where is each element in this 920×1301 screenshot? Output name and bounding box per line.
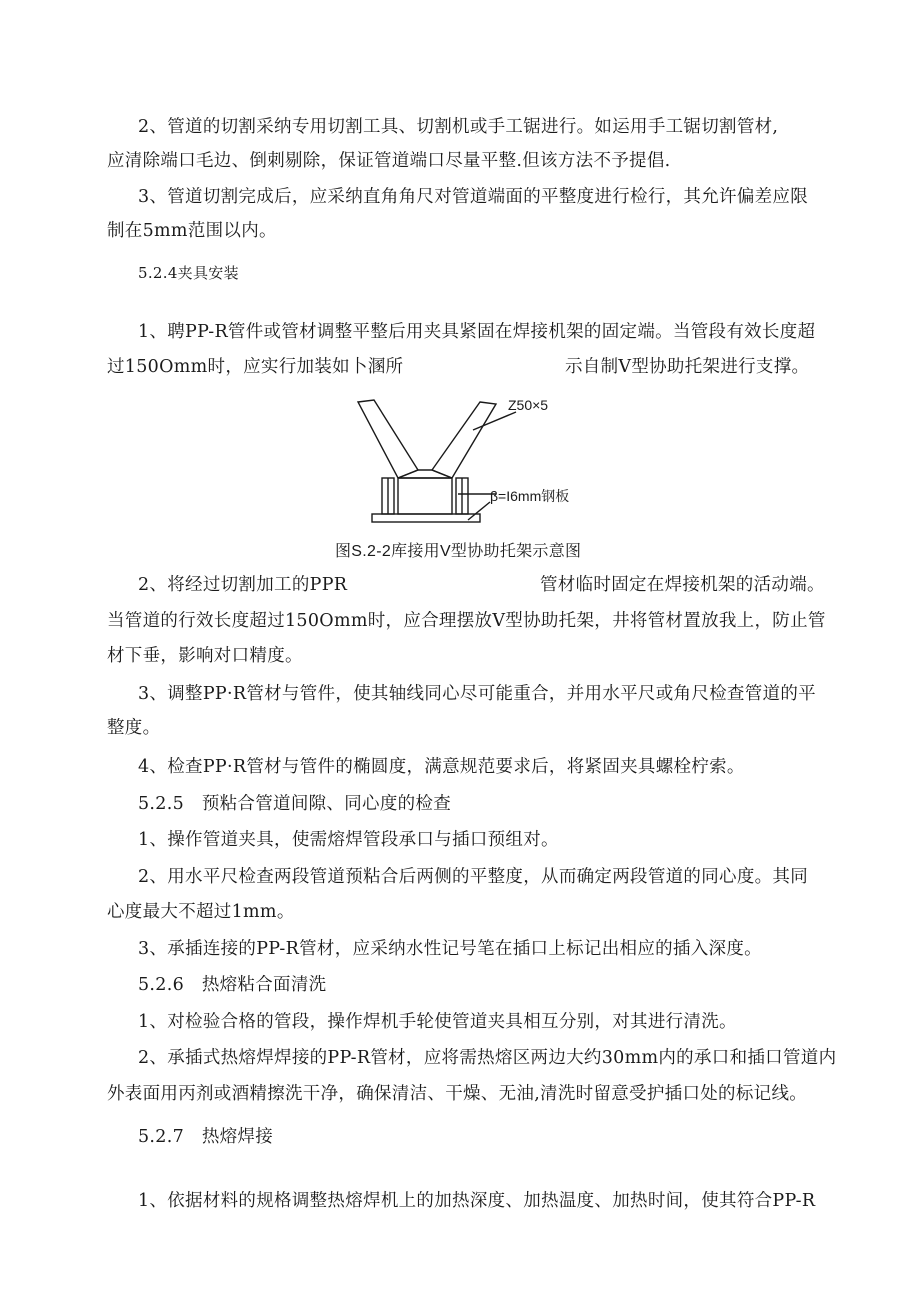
paragraph-line: 过150Omm时，应实行加装如卜溷所	[107, 357, 404, 377]
paragraph-line: 制在5mm范围以内。	[107, 221, 277, 241]
left-angle-arm	[358, 400, 418, 478]
paragraph-line: 1、聘PP-R管件或管材调整平整后用夹具紧固在焊接机架的固定端。当管段有效长度超	[138, 322, 816, 342]
paragraph-line: 2、用水平尺检查两段管道预粘合后两侧的平整度，从而确定两段管道的同心度。其同	[138, 867, 809, 887]
section-heading: 5.2.4夹具安装	[138, 264, 239, 282]
paragraph-line: 3、管道切割完成后，应采纳直角角尺对管道端面的平整度进行检行，其允许偏差应限	[138, 187, 809, 207]
paragraph-line: 整度。	[107, 718, 161, 738]
angle-steel-label: Z50×5	[508, 397, 549, 413]
paragraph-line: 外表面用丙剂或酒精擦洗干净，确保清洁、干燥、无油,清洗时留意受护插口处的标记线。	[107, 1084, 808, 1104]
section-heading: 5.2.6 热熔粘合面清洗	[138, 975, 327, 995]
paragraph-line: 心度最大不超过1mm。	[107, 902, 295, 922]
right-angle-arm	[432, 402, 496, 478]
top-saddle	[398, 470, 452, 478]
paragraph-line: 当管道的行效长度超过150Omm时，应合理摆放V型协助托架，井将管材置放我上，防止管	[107, 611, 826, 631]
paragraph-line: 3、承插连接的PP-R管材，应采纳水性记号笔在插口上标记出相应的插入深度。	[138, 939, 762, 959]
paragraph-line: 3、调整PP·R管材与管件，使其轴线同心尽可能重合，并用水平尺或角尺检查管道的平	[138, 684, 816, 704]
paragraph-line: 管材临时固定在焊接机架的活动端。	[540, 575, 825, 595]
paragraph-line: 1、操作管道夹具，使需熔焊管段承口与插口预组对。	[138, 830, 559, 850]
leader-angle	[473, 412, 516, 430]
paragraph-line: 材下垂，影响对口精度。	[107, 646, 303, 666]
figure-caption: 图S.2-2库接用V型协助托架示意图	[335, 543, 582, 560]
section-heading: 5.2.7 热熔焊接	[138, 1127, 274, 1147]
steel-plate-label: β=I6mm钢板	[490, 488, 570, 504]
paragraph-line: 2、将经过切割加工的PPR	[138, 575, 348, 595]
paragraph-line: 示自制V型协助托架进行支撑。	[565, 357, 810, 377]
section-heading: 5.2.5 预粘合管道间隙、同心度的检查	[138, 794, 452, 814]
v-support-bracket-figure	[330, 390, 630, 530]
paragraph-line: 2、管道的切割采纳专用切割工具、切割机或手工锯进行。如运用手工锯切割管材,	[138, 117, 779, 137]
leader-plate-2	[468, 502, 490, 520]
paragraph-line: 应清除端口毛边、倒刺剔除，保证管道端口尽量平整.但该方法不予提倡.	[107, 151, 671, 171]
inner-box	[398, 478, 452, 514]
paragraph-line: 1、对检验合格的管段，操作焊机手轮使管道夹具相互分别，对其进行清洗。	[138, 1012, 737, 1032]
paragraph-line: 1、依据材料的规格调整热熔焊机上的加热深度、加热温度、加热时间，使其符合PP-R	[138, 1191, 816, 1211]
v-support-bracket-diagram	[330, 390, 630, 530]
base-plate	[372, 514, 480, 522]
paragraph-line: 2、承插式热熔焊焊接的PP-R管材，应将需热熔区两边大约30mm内的承口和插口管道内	[138, 1048, 837, 1068]
paragraph-line: 4、检查PP·R管材与管件的椭圆度，满意规范要求后，将紧固夹具螺栓柠索。	[138, 757, 745, 777]
